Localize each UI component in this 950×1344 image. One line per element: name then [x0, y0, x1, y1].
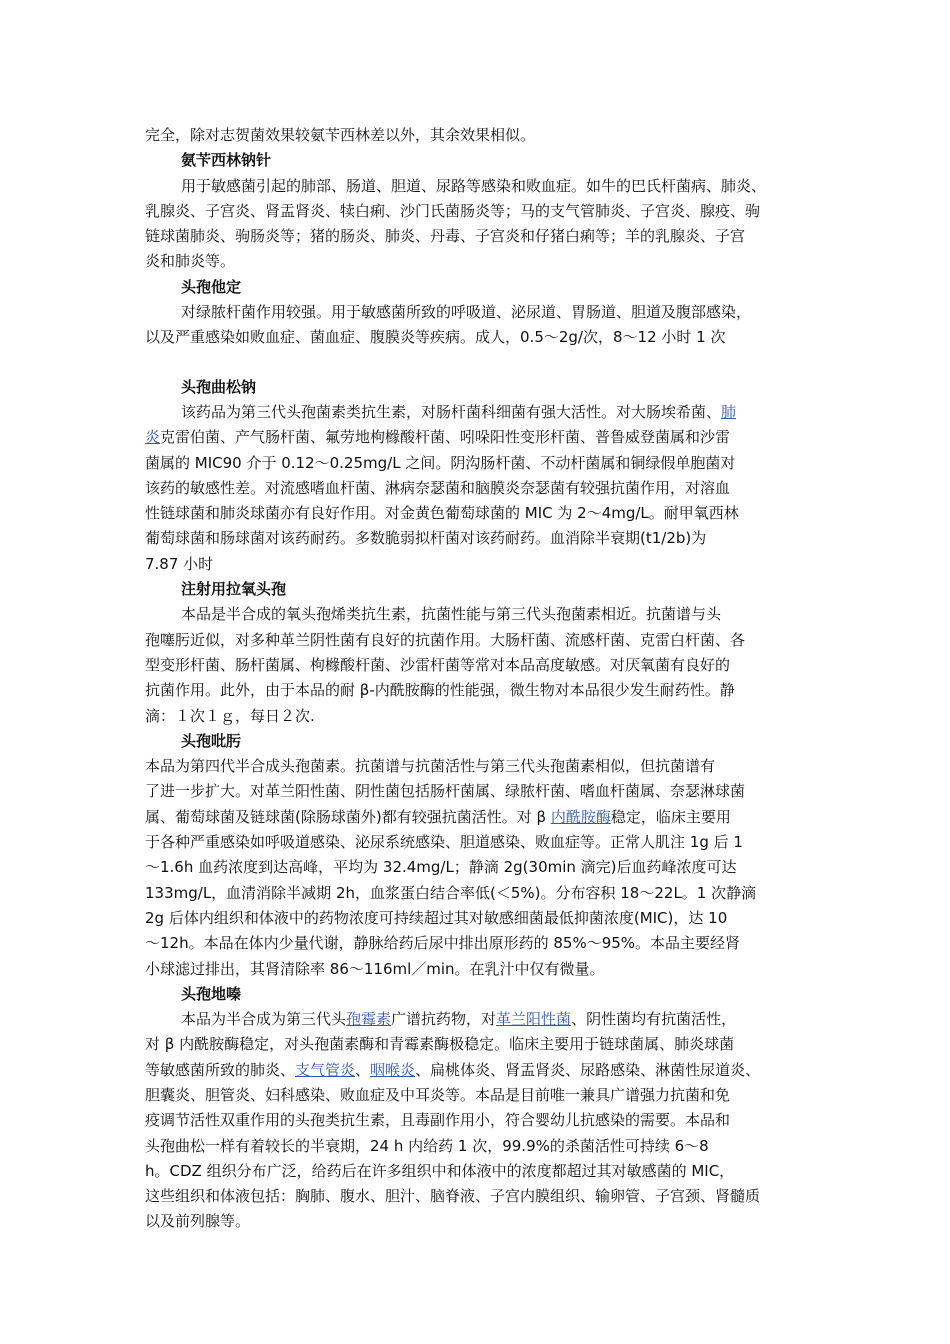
- text-segment: 133mg/L，血清消除半减期 2h，血浆蛋白结合率低(＜5%)。分布容积 18～22L。1 次静滴: [145, 883, 757, 902]
- text-line-amp-3: [145, 224, 810, 249]
- text-line-ctz-2: [145, 325, 810, 350]
- text-line-lat-1: [145, 602, 810, 627]
- text-segment: 该药品为第三代头孢菌素类抗生素，对肠杆菌科细菌有强大活性。对大肠埃希菌、: [181, 402, 722, 421]
- text-segment: 性链球菌和肺炎球菌亦有良好作用。对金黄色葡萄球菌的 MIC 为 2～4mg/L。耐甲氧西林: [145, 504, 739, 523]
- text-line-cdz-3: [145, 1058, 810, 1083]
- text-segment: 滴：１次１ｇ，每日２次.: [145, 706, 315, 725]
- text-line-cdz-9: [145, 1209, 810, 1234]
- text-segment: 、阴性菌均有抗菌活性，: [571, 1010, 737, 1029]
- term-link[interactable]: 咽喉炎: [370, 1060, 416, 1079]
- text-segment: 型变形杆菌、肠杆菌属、枸橼酸杆菌、沙雷杆菌等常对本品高度敏感。对厌氧菌有良好的: [145, 655, 731, 674]
- text-line-amp-4: [145, 249, 810, 274]
- text-segment: h。CDZ 组织分布广泛，给药后在许多组织中和体液中的浓度都超过其对敏感菌的 MIC，: [145, 1161, 735, 1180]
- text-line-ctr-3: [145, 451, 810, 476]
- text-segment: 头孢他定: [181, 277, 242, 296]
- text-line-cdz-7: [145, 1159, 810, 1184]
- text-line-amp-2: [145, 199, 810, 224]
- text-segment: 属、葡萄球菌及链球菌(除肠球菌外)都有较强抗菌活性。对 β: [145, 807, 551, 826]
- text-line-cfp-5: [145, 855, 810, 880]
- text-line-lat-2: [145, 628, 810, 653]
- section-heading-ampicillin-heading: [145, 148, 810, 173]
- text-segment: 头孢吡肟: [181, 731, 242, 750]
- text-line-ctr-1: [145, 400, 810, 425]
- text-segment: 炎和肺炎等。: [145, 252, 236, 271]
- text-line-cfp-9: [145, 957, 810, 982]
- text-line-ctr-4: [145, 476, 810, 501]
- text-line-cdz-2: [145, 1032, 810, 1057]
- text-segment: 用于敏感菌引起的肺部、肠道、胆道、尿路等感染和败血症。如牛的巴氏杆菌病、肺炎、: [181, 176, 767, 195]
- text-segment: 广谱抗药物，对: [391, 1010, 497, 1029]
- text-segment: 稳定，临床主要用: [610, 807, 731, 826]
- term-link[interactable]: 内酰胺酶: [550, 807, 611, 826]
- text-segment: 本品为第四代半合成头孢菌素。抗菌谱与抗菌活性与第三代头孢菌素相似，但抗菌谱有: [145, 757, 716, 776]
- text-segment: ～1.6h 血药浓度到达高峰，平均为 32.4mg/L；静滴 2g(30min 滴完)后血药峰浓度可达: [145, 858, 737, 877]
- text-segment: 注射用拉氧头孢: [181, 580, 287, 599]
- text-segment: 菌属的 MIC90 介于 0.12～0.25mg/L 之间。阴沟肠杆菌、不动杆菌属和铜绿假单胞菌对: [145, 453, 736, 472]
- blank-line: [145, 351, 810, 375]
- text-line-cdz-6: [145, 1134, 810, 1159]
- section-heading-ceftazidime-heading: [145, 275, 810, 300]
- text-segment: 氨苄西林钠针: [181, 151, 272, 170]
- text-segment: 于各种严重感染如呼吸道感染、泌尿系统感染、胆道感染、败血症等。正常人肌注 1g 后 1: [145, 833, 743, 852]
- text-line-cfp-2: [145, 779, 810, 804]
- text-segment: 2g 后体内组织和体液中的药物浓度可持续超过其对敏感细菌最低抑菌浓度(MIC)，达 10: [145, 908, 728, 927]
- text-segment: 抗菌作用。此外，由于本品的耐 β-内酰胺酶的性能强，微生物对本品很少发生耐药性。静: [145, 681, 735, 700]
- text-segment: 、: [355, 1060, 371, 1079]
- text-segment: 、扁桃体炎、肾盂肾炎、尿路感染、淋菌性尿道炎、: [415, 1060, 761, 1079]
- text-line-ctz-1: [145, 300, 810, 325]
- term-link[interactable]: 炎: [145, 428, 161, 447]
- text-line-cdz-8: [145, 1184, 810, 1209]
- document-body: [145, 123, 810, 1235]
- text-segment: 本品是半合成的氧头孢烯类抗生素，抗菌性能与第三代头孢菌素相近。抗菌谱与头: [181, 605, 722, 624]
- text-line-cfp-3: [145, 805, 810, 830]
- text-line-cdz-5: [145, 1108, 810, 1133]
- term-link[interactable]: 肺: [721, 402, 737, 421]
- text-segment: 对 β 内酰胺酶稳定，对头孢菌素酶和青霉素酶极稳定。临床主要用于链球菌属、肺炎球菌: [145, 1035, 735, 1054]
- term-link[interactable]: 革兰阳性菌: [496, 1010, 572, 1029]
- section-heading-cefepime-heading: [145, 729, 810, 754]
- text-segment: 头孢曲松钠: [181, 377, 257, 396]
- text-segment: 孢噻肟近似，对多种革兰阴性菌有良好的抗菌作用。大肠杆菌、流感杆菌、克雷白杆菌、各: [145, 630, 746, 649]
- text-line-cfp-6: [145, 881, 810, 906]
- text-line-cfp-4: [145, 830, 810, 855]
- text-line-ctr-7: [145, 552, 810, 577]
- text-line-lat-5: [145, 704, 810, 729]
- section-heading-cefodizime-heading: [145, 982, 810, 1007]
- text-segment: ～12h。本品在体内少量代谢，静脉给药后尿中排出原形药的 85%～95%。本品主要经肾: [145, 934, 741, 953]
- text-line-lat-3: [145, 653, 810, 678]
- text-segment: 小球滤过排出，其肾清除率 86～116ml／min。在乳汁中仅有微量。: [145, 959, 605, 978]
- text-line-ctr-5: [145, 501, 810, 526]
- text-line-intro: [145, 123, 810, 148]
- text-line-cfp-8: [145, 931, 810, 956]
- text-line-cfp-1: [145, 754, 810, 779]
- term-link[interactable]: 支气管炎: [295, 1060, 356, 1079]
- text-line-lat-4: [145, 678, 810, 703]
- text-segment: 头孢曲松一样有着较长的半衰期，24 h 内给药 1 次，99.9%的杀菌活性可持续 6～8: [145, 1136, 709, 1155]
- text-line-cdz-4: [145, 1083, 810, 1108]
- text-segment: 以及严重感染如败血症、菌血症、腹膜炎等疾病。成人，0.5～2g/次，8～12 小时 1 次: [145, 328, 726, 347]
- text-segment: 链球菌肺炎、驹肠炎等；猪的肠炎、肺炎、丹毒、子宫炎和仔猪白痢等；羊的乳腺炎、子宫: [145, 227, 746, 246]
- text-segment: 葡萄球菌和肠球菌对该药耐药。多数脆弱拟杆菌对该药耐药。血消除半衰期(t1/2b)为: [145, 529, 707, 548]
- text-segment: 了进一步扩大。对革兰阳性菌、阴性菌包括肠杆菌属、绿脓杆菌、嗜血杆菌属、奈瑟淋球菌: [145, 782, 746, 801]
- text-segment: 以及前列腺等。: [145, 1212, 251, 1231]
- section-heading-latamoxef-heading: [145, 577, 810, 602]
- text-line-cdz-1: [145, 1007, 810, 1032]
- text-segment: 对绿脓杆菌作用较强。用于敏感菌所致的呼吸道、泌尿道、胃肠道、胆道及腹部感染，: [181, 303, 752, 322]
- text-segment: 疫调节活性双重作用的头孢类抗生素，且毒副作用小，符合婴幼儿抗感染的需要。本品和: [145, 1111, 731, 1130]
- text-segment: 头孢地嗪: [181, 984, 242, 1003]
- section-heading-ceftriaxone-heading: [145, 375, 810, 400]
- text-segment: 胆囊炎、胆管炎、妇科感染、败血症及中耳炎等。本品是目前唯一兼具广谱强力抗菌和免: [145, 1085, 731, 1104]
- text-line-amp-1: [145, 174, 810, 199]
- text-segment: 这些组织和体液包括：胸肺、腹水、胆汁、脑脊液、子宫内膜组织、输卵管、子宫颈、肾髓质: [145, 1187, 761, 1206]
- term-link[interactable]: 孢霉素: [346, 1010, 392, 1029]
- text-line-ctr-6: [145, 526, 810, 551]
- text-segment: 克雷伯菌、产气肠杆菌、氟劳地枸橼酸杆菌、吲哚阳性变形杆菌、普鲁威登菌属和沙雷: [160, 428, 731, 447]
- text-segment: 完全，除对志贺菌效果较氨苄西林差以外，其余效果相似。: [145, 126, 536, 144]
- text-segment: 7.87 小时: [145, 554, 214, 573]
- text-segment: 该药的敏感性差。对流感嗜血杆菌、淋病奈瑟菌和脑膜炎奈瑟菌有较强抗菌作用，对溶血: [145, 478, 731, 497]
- text-line-ctr-2: [145, 425, 810, 450]
- text-segment: 本品为半合成为第三代头: [181, 1010, 347, 1029]
- text-line-cfp-7: [145, 906, 810, 931]
- text-segment: 等敏感菌所致的肺炎、: [145, 1060, 296, 1079]
- text-segment: 乳腺炎、子宫炎、肾盂肾炎、犊白痢、沙门氏菌肠炎等；马的支气管肺炎、子宫炎、腺疫、驹: [145, 201, 761, 220]
